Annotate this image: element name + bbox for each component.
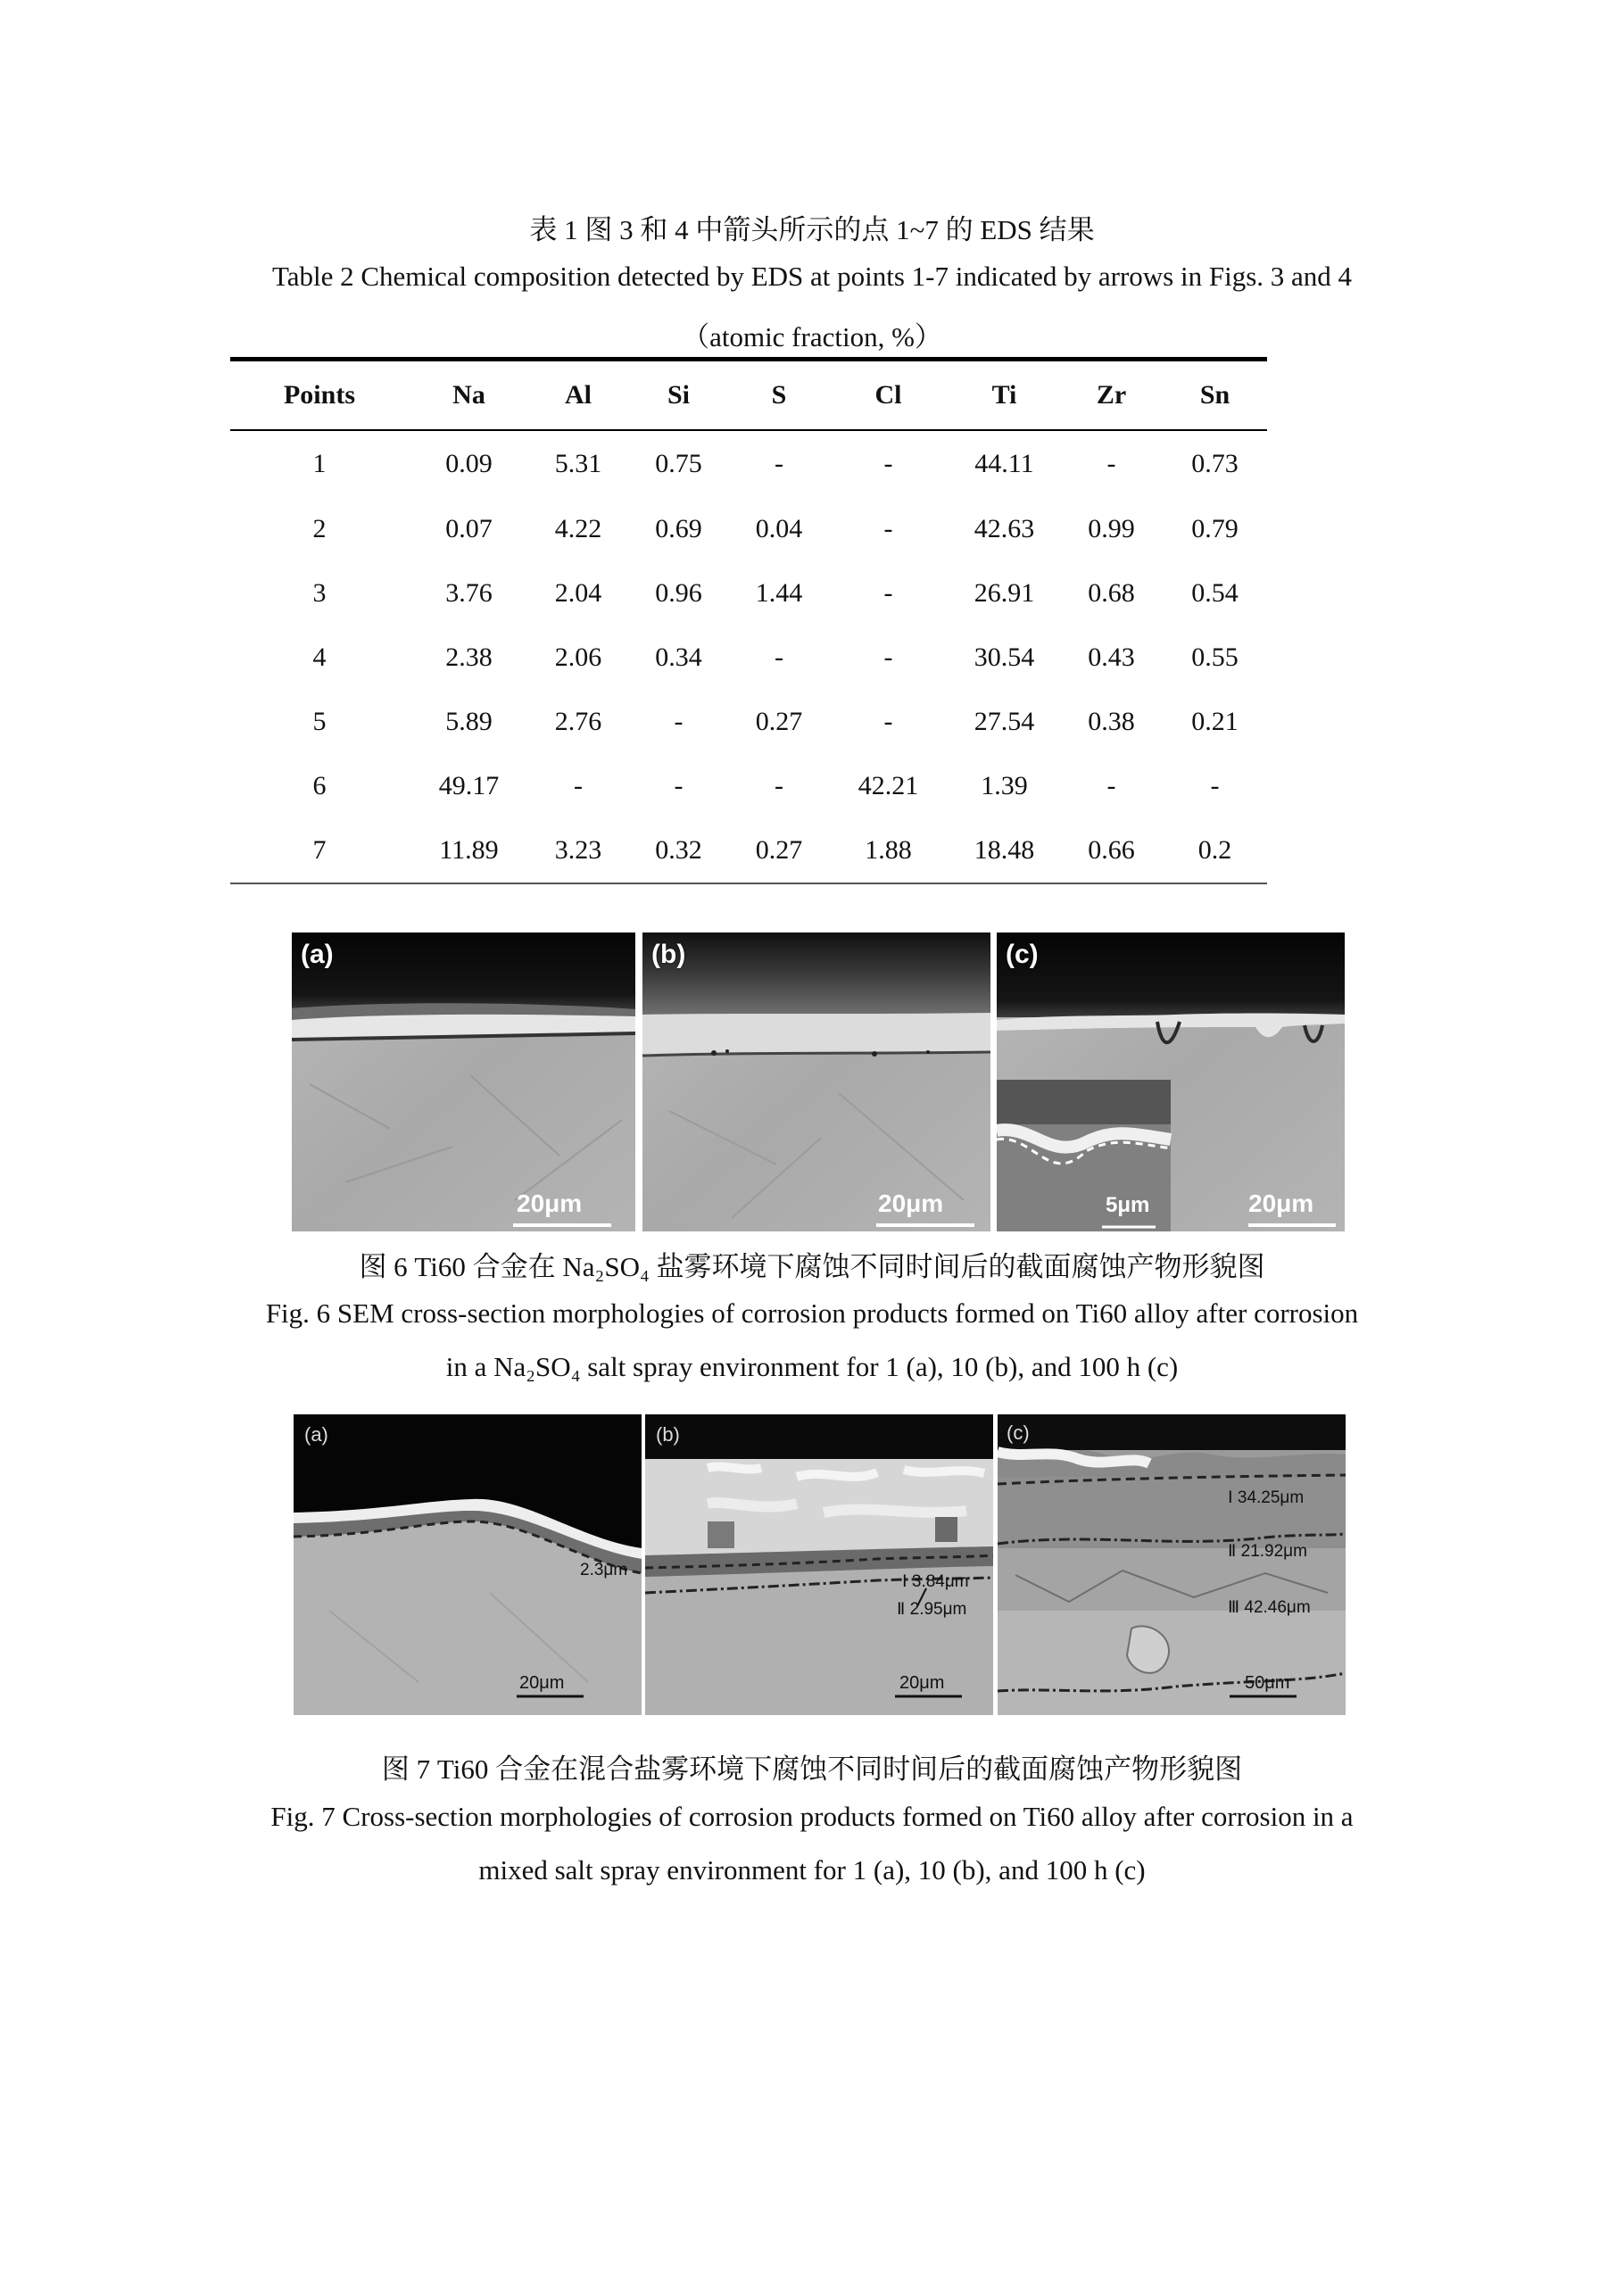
scale-bar-label: 50μm [1245,1673,1290,1693]
table-cell: 0.68 [1088,578,1135,608]
table-cell: - [883,449,893,478]
table-cell: 49.17 [438,771,500,800]
table-cell: 2 [312,514,327,543]
table-cell: 0.34 [655,642,702,672]
table-cell: 6 [312,771,327,800]
layer-thickness-label: Ⅲ 42.46μm [1228,1598,1311,1617]
table-cell: 42.21 [858,771,919,800]
table-cell: 5.31 [554,449,602,478]
table-cell: - [775,449,783,478]
table-cell: 3.76 [445,578,493,608]
table-caption-en: Table 2 Chemical composition detected by EDS at points 1-7 indicated by arrows in Figs. 3 and 4 [271,261,1353,292]
table-cell: 2.38 [445,642,493,672]
table-row [230,561,1267,626]
layer-thickness-label: Ⅱ 2.95μm [897,1600,967,1619]
sem-image [998,1414,1346,1715]
table-cell: 0.43 [1088,642,1135,672]
table-cell: 1.44 [755,578,803,608]
table-cell: 0.66 [1060,818,1163,883]
table-cell: 4.22 [554,514,602,543]
table-row [230,430,1267,497]
fig6-caption-cn: 图 6 Ti60 合金在 Na₂SO₄ 盐雾环境下腐蚀不同时间后的截面腐蚀产物形貌图 [359,1251,1265,1282]
table-cell: 0.55 [1191,642,1239,672]
scale-bar-label: 20μm [878,1189,944,1217]
table-cell: - [674,707,684,736]
table-cell: 1.88 [828,818,949,883]
table-cell: 0.38 [1088,707,1135,736]
fig6-panel-c [997,932,1345,1231]
table-row [230,497,1267,561]
layer-thickness-label: Ⅱ 21.92μm [1228,1542,1307,1561]
table-cell: 18.48 [949,818,1060,883]
table-cell: - [775,642,783,672]
table-cell: 7 [230,818,409,883]
column-header: S [730,360,828,431]
inset-scale-bar-label: 5μm [1106,1193,1150,1217]
table-cell: 0.09 [445,449,493,478]
fig6-panel-b [642,932,990,1231]
table-cell: 5.89 [445,707,493,736]
sem-image [645,1414,993,1715]
table-cell: 0.54 [1191,578,1239,608]
table-cell: 27.54 [974,707,1035,736]
table-cell: - [883,707,893,736]
table-cell: 44.11 [974,449,1034,478]
fig7-caption-en-2: mixed salt spray environment for 1 (a), 10 (b), and 100 h (c) [478,1854,1146,1886]
table-cell: 11.89 [409,818,529,883]
table-caption-cn: 表 1 图 3 和 4 中箭头所示的点 1~7 的 EDS 结果 [529,214,1095,245]
panel-label: (c) [1007,1422,1030,1444]
panel-label: (a) [304,1423,328,1446]
scale-bar-label: 20μm [1248,1189,1314,1217]
table-cell: 3.23 [529,818,627,883]
table-cell: 30.54 [974,642,1035,672]
table-cell: 1.39 [981,771,1028,800]
table-header-row [230,360,1267,431]
table-cell: - [1106,449,1116,478]
table-cell: 0.75 [655,449,702,478]
table-cell: - [1210,771,1220,800]
column-header: Points [230,360,409,431]
layer-thickness-label: Ⅰ 3.84μm [902,1572,969,1591]
table-cell: 0.32 [627,818,730,883]
table-cell: 0.21 [1191,707,1239,736]
table-cell: 4 [312,642,327,672]
table-row [230,754,1267,818]
table-cell: 0.79 [1191,514,1239,543]
column-header: Si [627,360,730,431]
table-caption-unit: （atomic fraction, %） [682,321,942,352]
column-header: Al [529,360,627,431]
table-cell: 26.91 [974,578,1035,608]
fig7-panel-b [645,1414,993,1715]
table-cell: 42.63 [974,514,1035,543]
layer-thickness-label: 2.3μm [580,1561,628,1579]
table-cell: 3 [312,578,327,608]
table-cell: - [1106,771,1116,800]
layer-thickness-label: Ⅰ 34.25μm [1228,1488,1305,1507]
fig6-panel-a [292,932,635,1231]
table-cell: 0.73 [1191,449,1239,478]
scale-bar-label: 20μm [517,1189,583,1217]
table-row [230,690,1267,754]
table-row [230,818,1267,883]
sem-image [642,932,990,1231]
table-cell: - [883,642,893,672]
table-cell: 2.06 [554,642,602,672]
fig7-caption-en-1: Fig. 7 Cross-section morphologies of corrosion products formed on Ti60 alloy after corrosion in a [270,1801,1354,1832]
table-cell: 0.2 [1163,818,1267,883]
fig7-panel-a [294,1414,642,1715]
table-cell: 0.07 [445,514,493,543]
sem-image [997,932,1345,1231]
table-cell: 0.27 [730,818,828,883]
table-cell: 0.27 [755,707,803,736]
table-cell: 1 [312,449,327,478]
fig7-panel-c [998,1414,1346,1715]
column-header: Ti [949,360,1060,431]
table-cell: - [883,578,893,608]
eds-results-table [230,357,1267,884]
panel-label: (a) [301,940,334,969]
table-cell: 2.76 [554,707,602,736]
table-cell: 0.99 [1088,514,1135,543]
table-cell: - [883,514,893,543]
panel-label: (b) [651,940,686,969]
table-cell: 2.04 [554,578,602,608]
scale-bar-label: 20μm [519,1673,565,1693]
table-cell: 0.04 [755,514,803,543]
panel-label: (b) [656,1423,680,1446]
fig7-caption-cn: 图 7 Ti60 合金在混合盐雾环境下腐蚀不同时间后的截面腐蚀产物形貌图 [381,1753,1243,1785]
table-cell: - [574,771,583,800]
fig6-caption-en-2: in a Na₂SO₄ salt spray environment for 1 (a), 10 (b), and 100 h (c) [445,1351,1179,1382]
column-header: Zr [1060,360,1163,431]
table-cell: - [775,771,783,800]
table-row [230,626,1267,690]
panel-label: (c) [1006,940,1039,969]
table-cell: 0.96 [655,578,702,608]
column-header: Na [409,360,529,431]
column-header: Sn [1163,360,1267,431]
column-header: Cl [828,360,949,431]
fig6-caption-en-1: Fig. 6 SEM cross-section morphologies of corrosion products formed on Ti60 alloy after corrosion [265,1297,1359,1329]
table-cell: - [674,771,684,800]
sem-image [292,932,635,1231]
scale-bar-label: 20μm [899,1673,945,1693]
table-cell: 5 [312,707,327,736]
table-cell: 0.69 [655,514,702,543]
